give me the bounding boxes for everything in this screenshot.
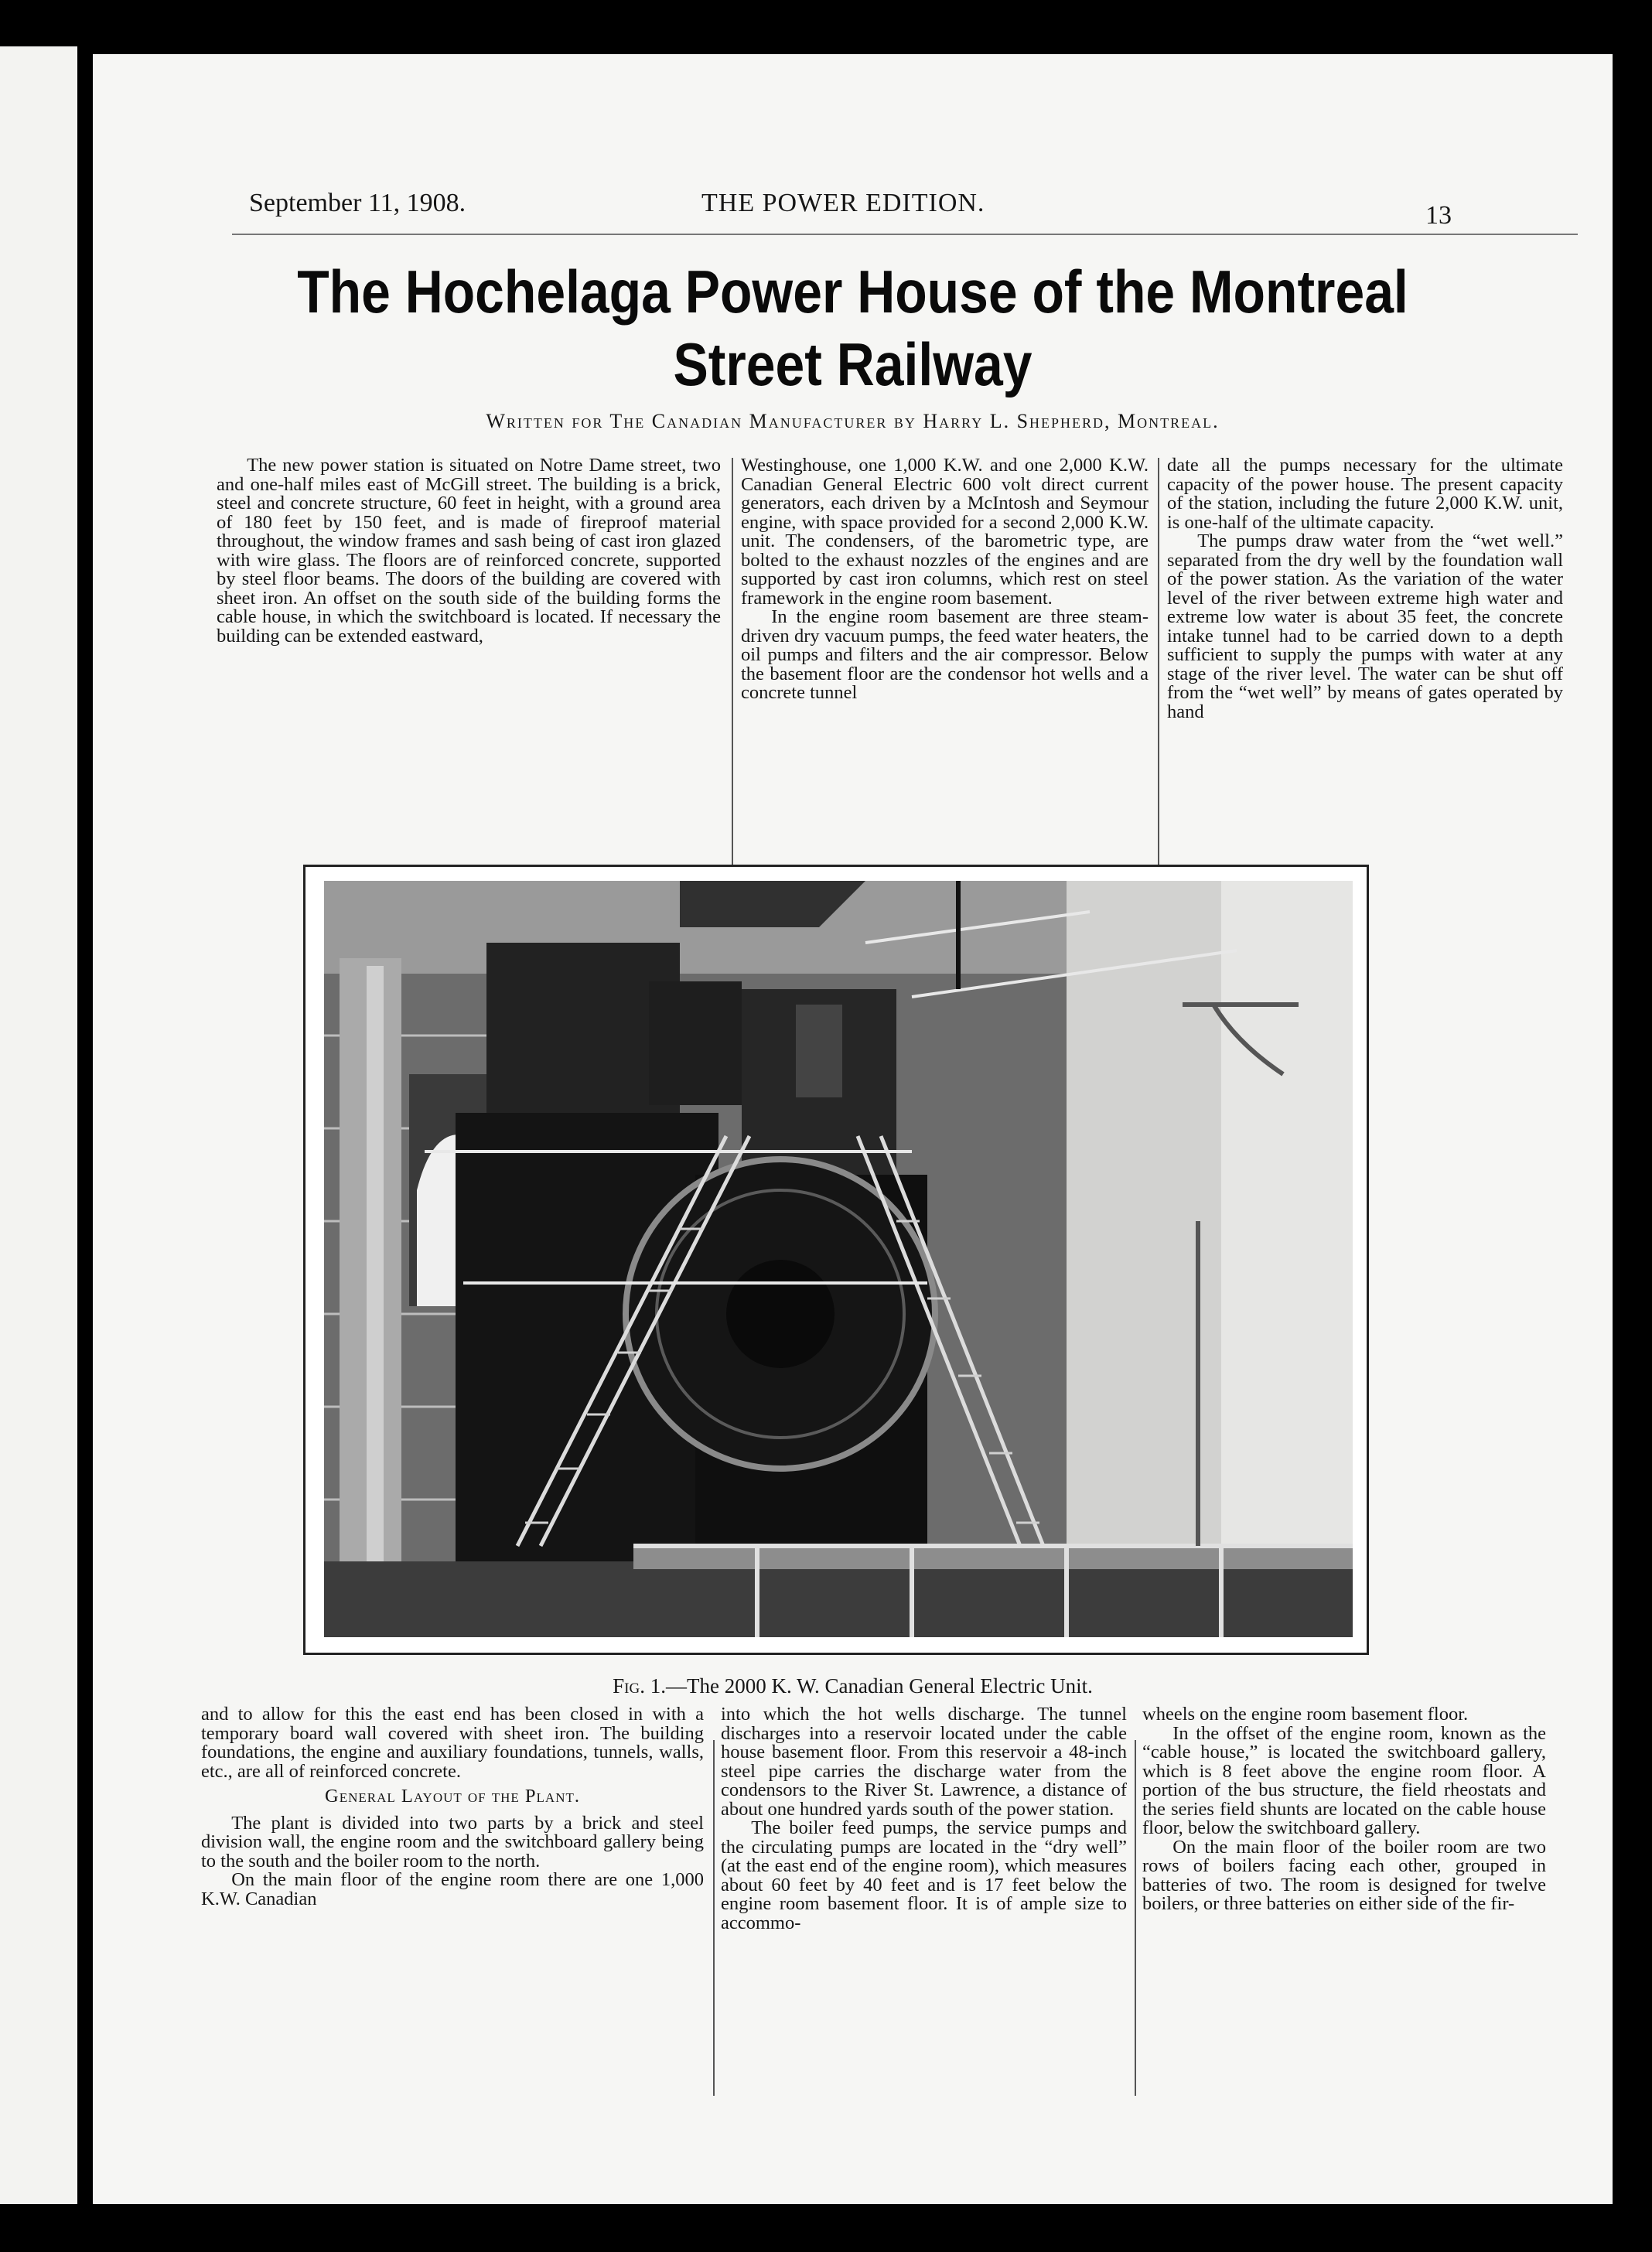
caption-text: —The 2000 K. W. Canadian General Electric Unit. [665,1674,1093,1698]
figure-caption [93,1674,1613,1698]
column-rule [713,1740,715,2096]
running-head [93,186,1613,230]
issue-date: September 11, 1908. [249,189,466,217]
paragraph: In the offset of the engine room, known as the “cable house,” is located the switchboard gallery, which is 8 feet above the engine room floor. A portion of the bus structure, the field rheostats and the series field shunts are located on the cable house floor, below the switchboard gallery. [1142,1722,1546,1838]
section-heading: General Layout of the Plant. [325,1786,580,1807]
bottom-column-2 [721,1705,1127,2100]
article-title [192,255,1514,401]
publication-name: THE POWER EDITION. [701,189,985,217]
paragraph: On the main floor of the engine room there are one 1,000 K.W. Canadian [201,1869,704,1909]
paragraph: The pumps draw water from the “wet well.” separated from the dry well by the foundation wall of the power station. As the variation of the water level of the river between extreme high water and extreme low water is about 35 feet, the concrete intake tunnel had to be carried down to a depth sufficient to supply the pumps with water at any stage of the river level. The water can be shut off from the “wet well” by means of gates operated by hand [1167,531,1563,722]
paragraph: The new power station is situated on Notre Dame street, two and one-half miles east of McGill street. The building is a brick, steel and concrete structure, 60 feet in height, with a ground area of 180 feet by 150 feet, and is made of fireproof material throughout, the window frames and sash being of cast iron glazed with wire glass. The floors are of reinforced concrete, supported by steel floor beams. The doors of the building are covered with sheet iron. An offset on the south side of the building forms the cable house, in which the switchboard is located. If necessary the building can be extended eastward, [217,456,721,647]
caption-label: Fig. 1. [613,1674,666,1698]
top-column-3 [1167,456,1563,885]
paragraph: The plant is divided into two parts by a brick and steel division wall, the engine room and the switchboard gallery being to the south and the boiler room to the north. [201,1812,704,1872]
paragraph: into which the hot wells discharge. The tunnel discharges into a reservoir located under the cable house basement floor. From this reservoir a 48-inch steel pipe carries the discharge water from the condensors to the River St. Lawrence, a distance of about one hundred yards south of the power station. [721,1705,1127,1820]
photo-illustration [324,881,1353,1637]
top-column-1 [217,456,721,885]
top-column-2 [741,456,1149,885]
paragraph: The boiler feed pumps, the service pumps and the circulating pumps are located in the “dry well” (at the east end of the engine room), which measures about 60 feet by 40 feet and is 17 feet below the engine room basement floor. It is of ample size to accommo- [721,1817,1127,1933]
bottom-column-3 [1142,1705,1546,2100]
figure-frame [303,865,1369,1655]
title-line-2: Street Railway [673,330,1032,398]
bottom-column-1 [201,1705,704,2100]
newspaper-page [93,54,1613,2204]
paragraph: Westinghouse, one 1,000 K.W. and one 2,000 K.W. Canadian General Electric 600 volt direct current generators, each driven by a McIntosh and Seymour engine, with space provided for a second 2,000 K.W. unit. The condensers, of the barometric type, are bolted to the exhaust nozzles of the engines and are supported by cast iron columns, which rest on steel framework in the engine room basement. [741,456,1149,609]
paragraph: In the engine room basement are three steam-driven dry vacuum pumps, the feed water heaters, the oil pumps and filters and the air compressor. Below the basement floor are the condensor hot wells and a concrete tunnel [741,606,1149,703]
page-number: 13 [1425,201,1452,230]
column-rule [732,458,733,883]
title-line-1: The Hochelaga Power House of the Montreal [297,258,1408,326]
facing-page-edge [0,46,77,2204]
paragraph: wheels on the engine room basement floor. [1142,1705,1469,1725]
byline: Written for The Canadian Manufacturer by Harry L. Shepherd, Montreal. [486,410,1220,432]
engine-generator-photo [324,881,1353,1637]
paragraph: and to allow for this the east end has been closed in with a temporary board wall covered with sheet iron. The building foundations, the engine and auxiliary foundations, tunnels, walls, etc., are all of reinforced concrete. [201,1705,704,1782]
column-rule [1158,458,1159,883]
header-rule [232,234,1578,235]
paragraph: date all the pumps necessary for the ultimate capacity of the power house. The present capacity of the station, including the future 2,000 K.W. unit, is one-half of the ultimate capacity. [1167,456,1563,533]
column-rule [1135,1740,1136,2096]
paragraph: On the main floor of the boiler room are two rows of boilers facing each other, grouped in batteries of two. The room is designed for twelve boilers, or three batteries on either side of the fir- [1142,1836,1546,1914]
